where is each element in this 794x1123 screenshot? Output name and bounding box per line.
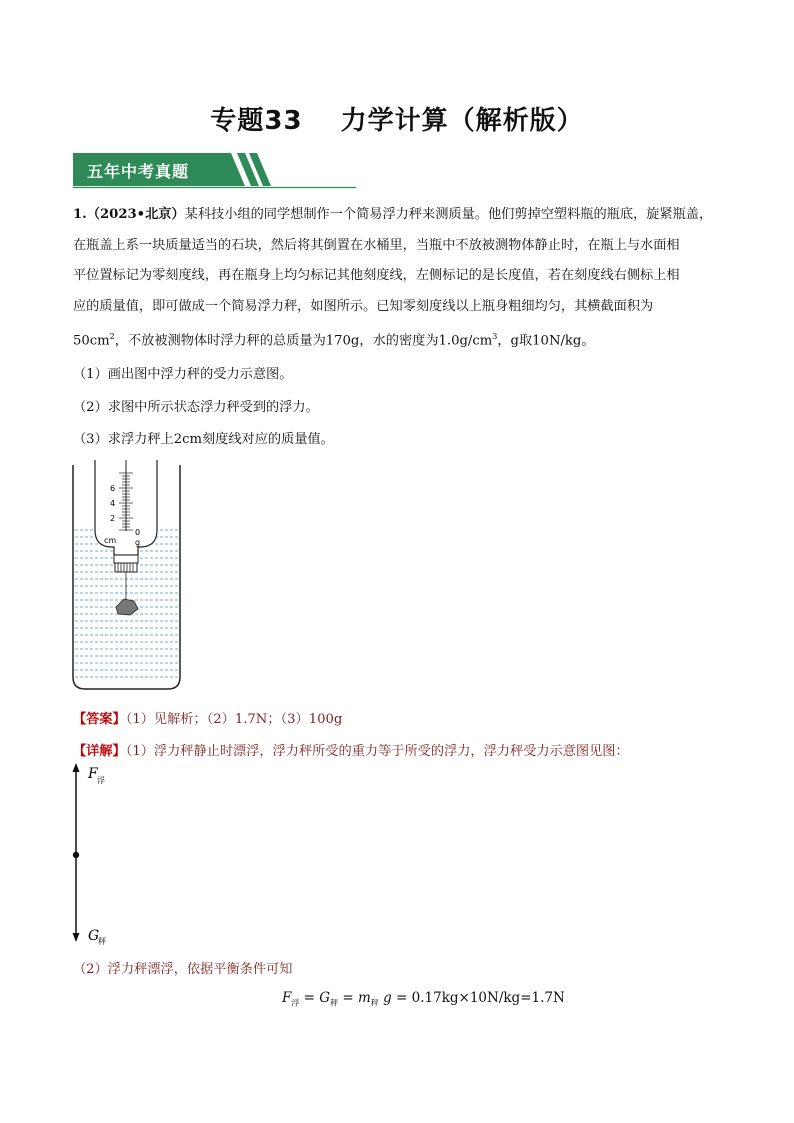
eq-F: F bbox=[282, 990, 292, 1006]
bottle-neck bbox=[114, 555, 138, 563]
equation: $F_浮 = G_秤 = m_秤$ g = 0.17kg×10N/kg=1.7N bbox=[282, 990, 565, 1008]
arrow-up-icon bbox=[73, 763, 80, 772]
q1-line4: 应的质量值，即可做成一个简易浮力秤，如图所示。已知零刻度线以上瓶身粗细均匀，其横截面积为 bbox=[73, 298, 654, 314]
answer-label: 【答案】 bbox=[73, 712, 126, 727]
answer-text: （1）见解析；（2）1.7N；（3）100g bbox=[125, 712, 343, 727]
q1-line3: 平位置标记为零刻度线，再在瓶身上均匀标记其他刻度线，左侧标记的是长度值，若在刻度线右侧标上相 bbox=[73, 268, 680, 283]
eq-m: m bbox=[357, 990, 371, 1006]
q1-line5: $50cm^2$，不放被测物体时浮力秤的总质量为170g，水的密度为$1.0g/cm^3$，g取10N/kg。 bbox=[73, 332, 595, 349]
q1-gravity: ，g取10N/kg。 bbox=[497, 333, 595, 349]
eq-G: G bbox=[319, 990, 331, 1006]
question-source: （2023•北京） bbox=[86, 207, 185, 222]
stone bbox=[116, 599, 138, 615]
question-1-text bbox=[73, 200, 733, 357]
section-banner bbox=[73, 153, 358, 189]
sub-question-2: （2）求图中所示状态浮力秤受到的浮力。 bbox=[73, 400, 319, 415]
page-title bbox=[0, 100, 794, 137]
step-2-text: （2）浮力秤漂浮，依据平衡条件可知 bbox=[73, 962, 293, 977]
question-number: 1. bbox=[73, 207, 87, 222]
eq-g: g bbox=[383, 990, 392, 1006]
q1-line2: 在瓶盖上系一块质量适当的石块，然后将其倒置在水桶里，当瓶中不放被测物体静止时，在瓶上与水面相 bbox=[73, 237, 680, 253]
q1-line1: 某科技小组的同学想制作一个简易浮力秤来测质量。他们剪掉空塑料瓶的瓶底，旋紧瓶盖， bbox=[184, 207, 713, 222]
section-banner-label: 五年中考真题 bbox=[87, 162, 190, 181]
right-zero: 0 bbox=[135, 528, 141, 537]
eq-result: = 0.17kg×10N/kg=1.7N bbox=[396, 990, 565, 1006]
answer-line bbox=[73, 708, 342, 727]
eq-G-sub: 秤 bbox=[330, 998, 339, 1008]
title-sub: 力学计算（解析版） bbox=[340, 106, 584, 136]
scale-6: 6 bbox=[110, 484, 116, 493]
float-scale-diagram bbox=[70, 455, 185, 695]
q1-density: ，不放被测物体时浮力秤的总质量为170g，水的密度为1.0g/cm bbox=[114, 333, 493, 349]
title-main: 专题33 bbox=[210, 106, 303, 136]
force-diagram bbox=[60, 760, 140, 950]
unit-g: g bbox=[135, 538, 141, 547]
unit-cm: cm bbox=[104, 536, 117, 545]
sub-question-3: （3）求浮力秤上2cm刻度线对应的质量值。 bbox=[73, 432, 334, 447]
detail-line bbox=[73, 740, 629, 759]
scale-4: 4 bbox=[110, 499, 116, 508]
arrow-down-icon bbox=[73, 933, 80, 942]
detail-text: （1）浮力秤静止时漂浮，浮力秤所受的重力等于所受的浮力，浮力秤受力示意图见图： bbox=[125, 744, 629, 759]
buoyant-sub: 浮 bbox=[97, 776, 105, 785]
center-point bbox=[73, 852, 79, 858]
buoyant-label: F bbox=[88, 766, 98, 782]
gravity-sub: 秤 bbox=[98, 937, 106, 946]
eq-m-sub: 秤 bbox=[370, 998, 379, 1008]
detail-label: 【详解】 bbox=[73, 744, 126, 759]
scale-2: 2 bbox=[110, 514, 116, 523]
eq-F-sub: 浮 bbox=[291, 998, 300, 1008]
sub-question-1: （1）画出图中浮力秤的受力示意图。 bbox=[73, 367, 293, 382]
gravity-label: G bbox=[88, 928, 100, 944]
q1-area: 50cm bbox=[73, 333, 110, 349]
